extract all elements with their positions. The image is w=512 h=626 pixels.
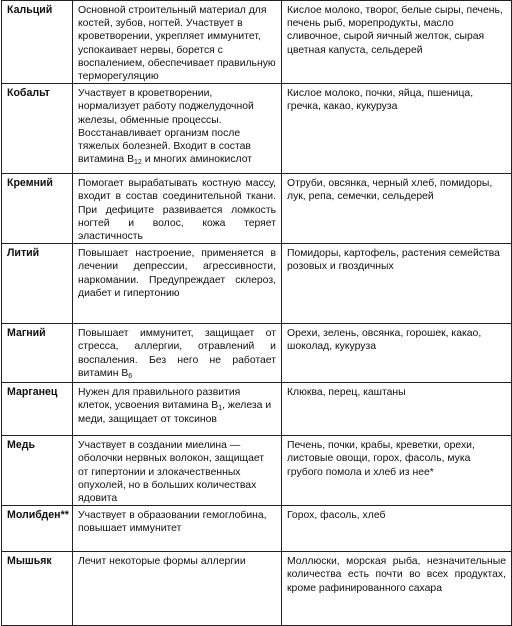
- mineral-role: Помогает вырабатывать костную массу, входит в состав соединительной ткани. При дефиците развивается ломкость ногтей и волос, кожа теряет эластичность: [73, 174, 282, 244]
- mineral-role: [73, 84, 282, 174]
- mineral-sources: Клюква, перец, каштаны: [282, 383, 512, 436]
- table-row: [2, 552, 512, 626]
- table-row: [2, 383, 512, 436]
- mineral-sources: Отруби, овсянка, черный хлеб, помидоры, лук, репа, семечки, сельдерей: [282, 174, 512, 244]
- mineral-role: [73, 383, 282, 436]
- role-text-tail: и многих аминокислот: [141, 154, 253, 166]
- mineral-sources: Орехи, зелень, овсянка, горошек, какао, шоколад, кукуруза: [282, 324, 512, 383]
- table-row: [2, 1, 512, 84]
- mineral-name: Молибден**: [2, 506, 73, 552]
- mineral-name: Мышьяк: [2, 552, 73, 626]
- mineral-name: Марганец: [2, 383, 73, 436]
- role-text-tail: , железа и меди, защищает от токсинов: [78, 400, 272, 425]
- role-text: Нужен для правильного развития клеток, усвоения витамина В: [78, 387, 241, 412]
- mineral-role: Участвует в образовании гемоглобина, повышает иммунитет: [73, 506, 282, 552]
- mineral-name: Магний: [2, 324, 73, 383]
- mineral-name: Кобальт: [2, 84, 73, 174]
- table-row: [2, 436, 512, 506]
- mineral-role: Основной строительный материал для костей, зубов, ногтей. Участвует в кроветворении, укрепляет иммунитет, успокаивает нервы, борется с воспалением, обеспечивает правильную терморегуляцию: [73, 1, 282, 84]
- mineral-name: Кремний: [2, 174, 73, 244]
- table-row: [2, 244, 512, 324]
- mineral-role: [73, 324, 282, 383]
- mineral-sources: Моллюски, морская рыба, незначительные количества есть почти во всех продуктах, кроме рафинированного сахара: [282, 552, 512, 626]
- role-text: Участвует в кроветворении, нормализует работу поджелудочной железы, обменные процессы. Восстанавливает организм после тяжелых болезней. Входит в состав витамина В: [78, 88, 254, 166]
- vitamin-subscript: 1: [218, 405, 223, 413]
- mineral-name: Литий: [2, 244, 73, 324]
- table-row: [2, 506, 512, 552]
- mineral-sources: Помидоры, картофель, растения семейства розовых и гвоздичных: [282, 244, 512, 324]
- mineral-sources: Кислое молоко, творог, белые сыры, печень, печень рыб, морепродукты, масло сливочное, сырой яичный желток, сырая цветная капуста, сельдерей: [282, 1, 512, 84]
- role-text: Повышает иммунитет, защищает от стресса, аллергии, отравлений и воспаления. Без него не работает витамин В: [78, 328, 276, 379]
- mineral-role: Участвует в создании миелина — оболочки нервных волокон, защищает от гипертонии и злокачественных опухолей, но в больших количествах ядовита: [73, 436, 282, 506]
- table-row: [2, 84, 512, 174]
- table-row: [2, 324, 512, 383]
- mineral-role: Повышает настроение, применяется в лечении депрессии, агрессивности, наркомании. Предупреждает склероз, диабет и гипертонию: [73, 244, 282, 324]
- table-row: [2, 174, 512, 244]
- mineral-name: Медь: [2, 436, 73, 506]
- vitamin-subscript: 6: [128, 372, 133, 380]
- mineral-role: Лечит некоторые формы аллергии: [73, 552, 282, 626]
- vitamin-subscript: 12: [134, 159, 142, 167]
- minerals-table: [1, 0, 512, 626]
- mineral-name: Кальций: [2, 1, 73, 84]
- mineral-sources: Горох, фасоль, хлеб: [282, 506, 512, 552]
- mineral-sources: Кислое молоко, почки, яйца, пшеница, гречка, какао, кукуруза: [282, 84, 512, 174]
- mineral-sources: Печень, почки, крабы, креветки, орехи, листовые овощи, горох, фасоль, мука грубого помола и хлеб из нее*: [282, 436, 512, 506]
